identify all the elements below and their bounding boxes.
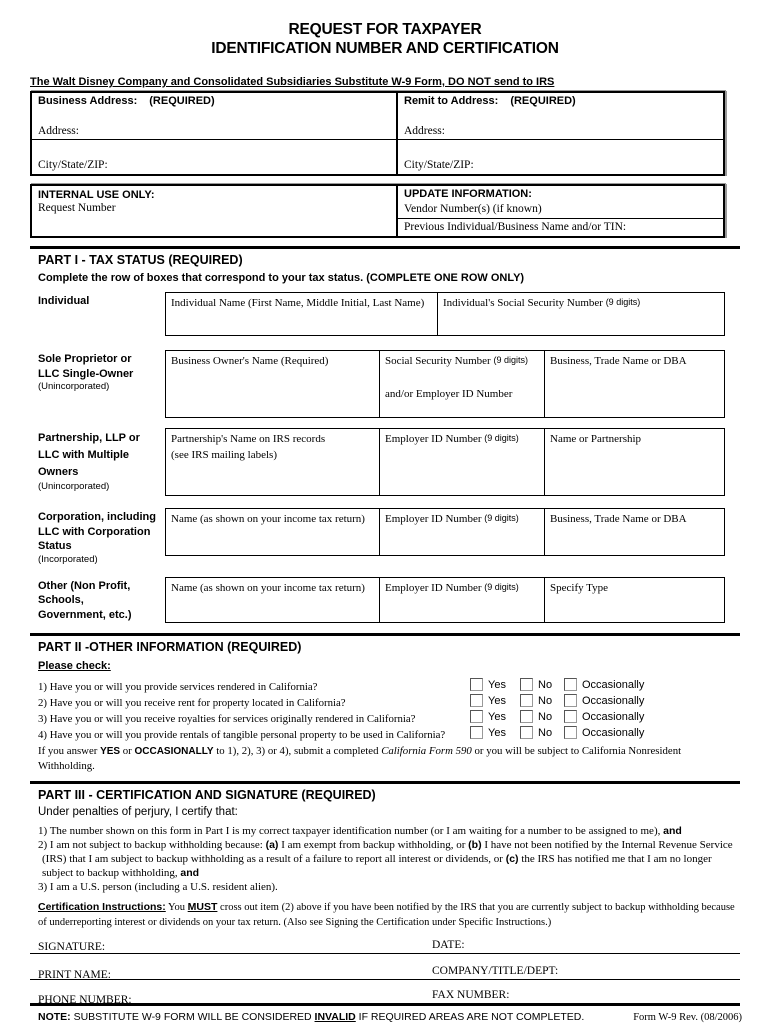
tax-row-corporation-label: Corporation, including LLC with Corporation Status (Incorporated) <box>38 511 156 565</box>
tax-row-corporation <box>30 508 725 566</box>
tax-row-corporation-box <box>165 508 725 556</box>
q4-occasionally-checkbox[interactable] <box>564 726 577 739</box>
remit-address-section <box>396 93 723 174</box>
vendor-number-label: Vendor Number(s) (if known) <box>404 203 542 215</box>
tax-row-other-box <box>165 577 725 623</box>
question-2-text: 2) Have you or will you receive rent for property located in California? <box>38 696 346 709</box>
part2-divider <box>30 633 740 636</box>
business-address-header <box>38 95 390 108</box>
part1-subtitle: Complete the row of boxes that correspond to your tax status. (COMPLETE ONE ROW ONLY) <box>38 272 525 284</box>
tax-row-sole-proprietor-box <box>165 350 725 418</box>
question-row-1 <box>30 677 770 693</box>
tax-row-individual-label: Individual <box>38 295 90 307</box>
certify-item-3: 3) I am a U.S. person (including a U.S. resident alien). <box>38 880 278 893</box>
sole-ssn-ein-field[interactable]: Social Security Number (9 digits) and/or Employer ID Number <box>379 351 544 417</box>
question-1-options <box>470 677 644 693</box>
q2-yes-checkbox[interactable] <box>470 694 483 707</box>
nine-digits-note: (9 digits) <box>493 355 528 365</box>
invalid-emphasis: INVALID <box>314 1010 356 1023</box>
yes-label: Yes <box>488 694 506 707</box>
remit-address-field[interactable] <box>398 93 723 140</box>
nine-digits-note: (9 digits) <box>484 513 519 523</box>
corporation-dba-field[interactable]: Business, Trade Name or DBA <box>544 509 724 555</box>
corporation-name-field[interactable]: Name (as shown on your income tax return) <box>171 513 365 525</box>
q2-no-checkbox[interactable] <box>520 694 533 707</box>
yes-label: Yes <box>488 726 506 739</box>
previous-name-field[interactable] <box>398 219 723 236</box>
tax-row-partnership-box <box>165 428 725 496</box>
business-city-field[interactable] <box>32 140 396 174</box>
nine-digits-note: (9 digits) <box>605 297 641 307</box>
part2-title: PART II -OTHER INFORMATION (REQUIRED) <box>38 639 302 654</box>
signature-block <box>30 937 740 1006</box>
phone-fax-row <box>30 980 740 1006</box>
part2-note: If you answer YES or OCCASIONALLY to 1), 2), 3) or 4), submit a completed California Form 590 or you will be subject to California Nonresident Withholding. <box>38 744 682 772</box>
q3-no-checkbox[interactable] <box>520 710 533 723</box>
question-row-2 <box>30 693 770 709</box>
company-title-dept-label: COMPANY/TITLE/DEPT: <box>432 964 559 977</box>
q2-occasionally-checkbox[interactable] <box>564 694 577 707</box>
company-input-area[interactable] <box>560 954 740 979</box>
yes-label: Yes <box>488 678 506 691</box>
print-name-input-area[interactable] <box>135 954 425 979</box>
tax-row-partnership-label: Partnership, LLP or LLC with Multiple Owners (Unincorporated) <box>38 432 140 492</box>
printname-company-row <box>30 954 740 980</box>
fax-input-area[interactable] <box>515 980 740 1003</box>
form-revision: Form W-9 Rev. (08/2006) <box>633 1011 742 1023</box>
remit-address-required: (REQUIRED) <box>510 95 576 107</box>
individual-name-field[interactable]: Individual Name (First Name, Middle Initial, Last Name) <box>171 297 425 309</box>
partnership-ein-field[interactable]: Employer ID Number (9 digits) <box>379 429 544 495</box>
occasionally-label: Occasionally <box>582 678 645 691</box>
nine-digits-note: (9 digits) <box>484 433 519 443</box>
business-address-section <box>32 93 396 174</box>
q1-occasionally-checkbox[interactable] <box>564 678 577 691</box>
tax-row-other-label: Other (Non Profit, Schools, Government, etc.) <box>38 579 132 621</box>
footer-note: NOTE: SUBSTITUTE W-9 FORM WILL BE CONSIDERED INVALID IF REQUIRED AREAS ARE NOT COMPLETED. <box>38 1010 585 1023</box>
internal-use-header: INTERNAL USE ONLY: <box>38 189 155 201</box>
date-input-area[interactable] <box>470 937 740 953</box>
signature-label: SIGNATURE: <box>38 940 106 953</box>
business-address-field[interactable] <box>32 93 396 140</box>
business-address-label: Business Address: <box>38 95 138 107</box>
internal-use-section[interactable] <box>32 186 396 236</box>
question-row-3 <box>30 709 770 725</box>
form-title-line1: REQUEST FOR TAXPAYER <box>288 21 482 38</box>
form-subtitle: The Walt Disney Company and Consolidated Subsidiaries Substitute W-9 Form, DO NOT send to IRS <box>30 76 555 88</box>
question-4-options <box>470 725 644 741</box>
occasionally-label: Occasionally <box>582 726 645 739</box>
partnership-dba-field[interactable]: Name or Partnership <box>544 429 724 495</box>
previous-name-label: Previous Individual/Business Name and/or TIN: <box>404 221 627 233</box>
form-title-line2: IDENTIFICATION NUMBER AND CERTIFICATION <box>211 40 559 57</box>
remit-city-label: City/State/ZIP: <box>404 159 474 171</box>
partnership-name-field[interactable]: Partnership's Name on IRS records (see IRS mailing labels) <box>171 433 326 461</box>
no-label: No <box>538 678 553 691</box>
vendor-number-field[interactable] <box>398 186 723 219</box>
certification-items <box>30 824 736 894</box>
california-form-590-ref: California Form 590 <box>381 744 472 757</box>
business-address-line-label: Address: <box>38 125 79 137</box>
certification-instructions-label: Certification Instructions: <box>38 900 166 913</box>
tax-row-sole-proprietor <box>30 350 725 418</box>
occasionally-label: Occasionally <box>582 710 645 723</box>
no-label: No <box>538 726 553 739</box>
signature-date-row <box>30 937 740 954</box>
tax-row-sole-proprietor-label: Sole Proprietor or LLC Single-Owner (Unincorporated) <box>38 353 134 392</box>
q1-yes-checkbox[interactable] <box>470 678 483 691</box>
remit-city-field[interactable] <box>398 140 723 174</box>
other-name-field[interactable]: Name (as shown on your income tax return) <box>171 581 365 594</box>
please-check-label: Please check: <box>38 659 111 672</box>
q3-yes-checkbox[interactable] <box>470 710 483 723</box>
part1-title: PART I - TAX STATUS (REQUIRED) <box>38 253 243 267</box>
part1-divider <box>30 246 740 249</box>
update-information-header: UPDATE INFORMATION: <box>404 188 532 200</box>
q3-occasionally-checkbox[interactable] <box>564 710 577 723</box>
business-city-label: City/State/ZIP: <box>38 159 108 171</box>
question-1-text: 1) Have you or will you provide services rendered in California? <box>38 680 318 693</box>
california-questions <box>30 677 770 741</box>
perjury-intro: Under penalties of perjury, I certify that: <box>38 805 238 818</box>
other-ein-field[interactable]: Employer ID Number (9 digits) <box>379 578 544 622</box>
remit-address-label: Remit to Address: <box>404 95 499 107</box>
certification-instructions: Certification Instructions: You MUST cross out item (2) above if you have been notified by the IRS that you are currently subject to backup withholding because of underreporting interest or dividends on your tax return. (Also see Signing the Certification under Specific Instructions.) <box>38 900 735 928</box>
business-address-required: (REQUIRED) <box>149 95 215 107</box>
note-label: NOTE: <box>38 1010 71 1023</box>
no-label: No <box>538 694 553 707</box>
tax-row-individual-box <box>165 292 725 336</box>
occasionally-label: Occasionally <box>582 694 645 707</box>
signature-input-area[interactable] <box>125 937 425 953</box>
tax-row-partnership <box>30 428 725 496</box>
remit-address-header <box>404 95 717 108</box>
other-specify-type-field[interactable]: Specify Type <box>544 578 724 622</box>
form-title <box>30 20 740 58</box>
tax-row-individual <box>30 292 725 336</box>
part3-title: PART III - CERTIFICATION AND SIGNATURE (REQUIRED) <box>38 787 376 802</box>
part3-divider <box>30 781 740 784</box>
question-4-text: 4) Have you or will you provide rentals of tangible personal property to be used in California? <box>38 728 446 741</box>
owner-name-field[interactable]: Business Owner's Name (Required) <box>171 355 329 367</box>
question-3-text: 3) Have you or will you receive royalties for services originally rendered in California? <box>38 712 416 725</box>
tax-row-other <box>30 577 725 623</box>
certify-item-2: 2) I am not subject to backup withholding because: (a) I am exempt from backup withholding, or (b) I have not been notified by the Internal Revenue Service (IRS) that I am subject to backup withholding as a result of a failure to report all interest or dividends, or (c) the IRS has notified me that I am no longer subject to backup withholding, and <box>38 838 733 879</box>
corporation-ein-field[interactable]: Employer ID Number (9 digits) <box>379 509 544 555</box>
request-number-label: Request Number <box>38 202 116 214</box>
q4-no-checkbox[interactable] <box>520 726 533 739</box>
q4-yes-checkbox[interactable] <box>470 726 483 739</box>
address-table <box>30 91 725 176</box>
question-3-options <box>470 709 644 725</box>
sole-dba-field[interactable]: Business, Trade Name or DBA <box>544 351 724 417</box>
footer <box>30 1011 742 1023</box>
no-label: No <box>538 710 553 723</box>
individual-ssn-field[interactable]: Individual's Social Security Number (9 digits) <box>437 293 724 335</box>
print-name-label: PRINT NAME: <box>38 968 111 981</box>
date-label: DATE: <box>432 938 465 951</box>
phone-input-area[interactable] <box>150 980 425 1003</box>
fax-number-label: FAX NUMBER: <box>432 988 510 1001</box>
question-2-options <box>470 693 644 709</box>
internal-update-table <box>30 184 725 238</box>
nine-digits-note: (9 digits) <box>484 581 519 592</box>
q1-no-checkbox[interactable] <box>520 678 533 691</box>
remit-address-line-label: Address: <box>404 125 445 137</box>
certify-item-1: 1) The number shown on this form in Part I is my correct taxpayer identification number (or I am waiting for a number to be assigned to me), and <box>38 824 682 837</box>
phone-number-label: PHONE NUMBER: <box>38 993 132 1006</box>
question-row-4 <box>30 725 770 741</box>
update-information-section <box>396 186 723 236</box>
yes-label: Yes <box>488 710 506 723</box>
